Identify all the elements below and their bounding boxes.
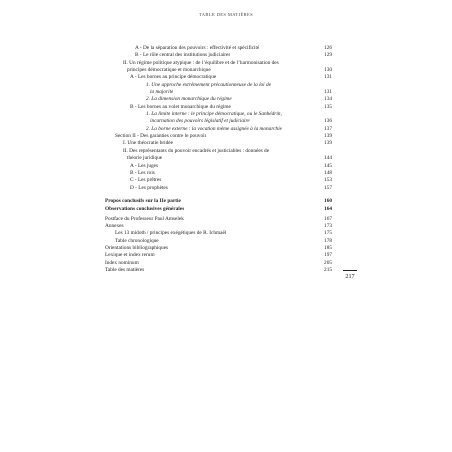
- toc-entry-page: 197: [324, 252, 332, 259]
- toc-entry-title: A - Les juges: [130, 162, 159, 169]
- toc-entry-page: 205: [324, 259, 332, 266]
- toc-entry-page: 135: [324, 103, 332, 110]
- toc-entry: [105, 52, 332, 59]
- toc-entry-title: Observations conclusives générales: [105, 205, 185, 212]
- toc-entry-title: théorie juridique: [127, 155, 163, 162]
- table-of-contents: [105, 45, 332, 274]
- toc-entry: [105, 245, 332, 252]
- toc-entry-title: I. Une théocratie bridée: [123, 140, 173, 147]
- toc-entry-page: 153: [324, 177, 332, 184]
- toc-entry: [105, 67, 332, 74]
- toc-entry: [105, 223, 332, 230]
- toc-entry-page: 139: [324, 140, 332, 147]
- toc-entry-page: 134: [324, 96, 332, 103]
- toc-entry-title: D - Les prophètes: [130, 184, 168, 191]
- toc-entry-title: Annexes: [105, 222, 124, 229]
- toc-entry-title: Postface du Professeur Paul Amselek: [105, 215, 184, 222]
- toc-entry: [105, 230, 332, 237]
- toc-entry-title: 2. La dimension monarchique du régime: [146, 96, 232, 103]
- toc-entry-title: incarnation des pouvoirs législatif et judiciaire: [150, 118, 250, 125]
- toc-entry-page: 178: [324, 237, 332, 244]
- running-head: TABLE DES MATIÈRES: [198, 12, 254, 17]
- toc-entry-title: C - Les prêtres: [130, 177, 162, 184]
- toc-entry-page: 148: [324, 169, 332, 176]
- toc-entry-page: 164: [324, 205, 332, 212]
- toc-entry-title: 2. La borne externe : la vocation même assignée à la monarchie: [146, 125, 283, 132]
- toc-entry-page: 173: [324, 222, 332, 229]
- toc-entry-title: 1. Une approche extrêmement précautionneuse de la loi de: [146, 81, 271, 88]
- toc-entry-page: 185: [324, 244, 332, 251]
- toc-entry-page: 139: [324, 133, 332, 140]
- toc-entry-page: 215: [324, 266, 332, 273]
- toc-entry-title: Les 13 midoth / principes exégétiques de R. Ichmaël: [115, 230, 227, 237]
- toc-entry: [105, 82, 332, 89]
- toc-entry: [105, 238, 332, 245]
- toc-entry-page: 175: [324, 230, 332, 237]
- toc-entry: [105, 104, 332, 111]
- toc-entry-title: principes démocratique et monarchique: [127, 67, 211, 74]
- toc-entry: [105, 260, 332, 267]
- toc-entry-page: 160: [324, 198, 332, 205]
- toc-entry: [105, 140, 332, 147]
- toc-entry-title: Propos conclusifs sur la IIe partie: [105, 198, 181, 205]
- toc-entry: [105, 185, 332, 192]
- toc-entry-page: 157: [324, 184, 332, 191]
- toc-entry: [105, 198, 332, 205]
- toc-entry-page: 137: [324, 125, 332, 132]
- toc-entry-page: 136: [324, 118, 332, 125]
- toc-entry-title: B - Le rôle central des institutions judiciaires: [135, 52, 231, 59]
- toc-entry-title: 1. La limite interne : le principe démocratique, ou le Sanhédrin,: [146, 111, 282, 118]
- toc-entry-page: 145: [324, 162, 332, 169]
- toc-entry: [105, 163, 332, 170]
- toc-entry: [105, 170, 332, 177]
- toc-entry-page: 130: [324, 67, 332, 74]
- toc-entry-title: Orientations bibliographiques: [105, 244, 169, 251]
- toc-entry: [105, 89, 332, 96]
- toc-entry-page: 144: [324, 155, 332, 162]
- toc-entry-title: B - Les bornes au volet monarchique du régime: [130, 103, 231, 110]
- toc-entry: [105, 216, 332, 223]
- toc-entry: [105, 133, 332, 140]
- toc-entry: [105, 267, 332, 274]
- toc-entry: [105, 111, 332, 118]
- toc-entry-title: la majorité: [150, 89, 174, 96]
- toc-entry: [105, 74, 332, 81]
- toc-entry-title: II. Un régime politique atypique : de l’équilibre et de l’harmonisation des: [123, 59, 279, 66]
- toc-entry: [105, 252, 332, 259]
- toc-entry-title: Section II - Des garanties contre le pouvoir: [115, 133, 207, 140]
- toc-entry-title: A - Les bornes au principe démocratique: [130, 74, 217, 81]
- toc-entry: [105, 148, 332, 155]
- toc-entry-page: 126: [324, 45, 332, 51]
- toc-entry-page: 131: [324, 89, 332, 96]
- toc-entry-title: A - De la séparation des pouvoirs : effectivité et spécificité: [135, 45, 260, 51]
- toc-entry-title: Lexique et index rerum: [105, 252, 155, 259]
- toc-entry-title: II. Des représentants du pouvoir encadrés et justiciables : données de: [123, 147, 270, 154]
- toc-entry: [105, 96, 332, 103]
- toc-entry-page: 131: [324, 74, 332, 81]
- toc-entry: [105, 45, 332, 52]
- toc-entry: [105, 155, 332, 162]
- toc-entry-page: 129: [324, 52, 332, 59]
- toc-entry-title: Table chronologique: [115, 237, 159, 244]
- toc-entry: [105, 206, 332, 213]
- toc-entry: [105, 177, 332, 184]
- toc-entry: [105, 118, 332, 125]
- toc-entry: [105, 126, 332, 133]
- toc-entry-page: 167: [324, 215, 332, 222]
- toc-entry-title: Index nominum: [105, 259, 139, 266]
- page-number: 217: [343, 270, 357, 280]
- toc-entry-title: B - Les rois: [130, 169, 155, 176]
- toc-entry-title: Table des matières: [105, 266, 145, 273]
- toc-entry: [105, 60, 332, 67]
